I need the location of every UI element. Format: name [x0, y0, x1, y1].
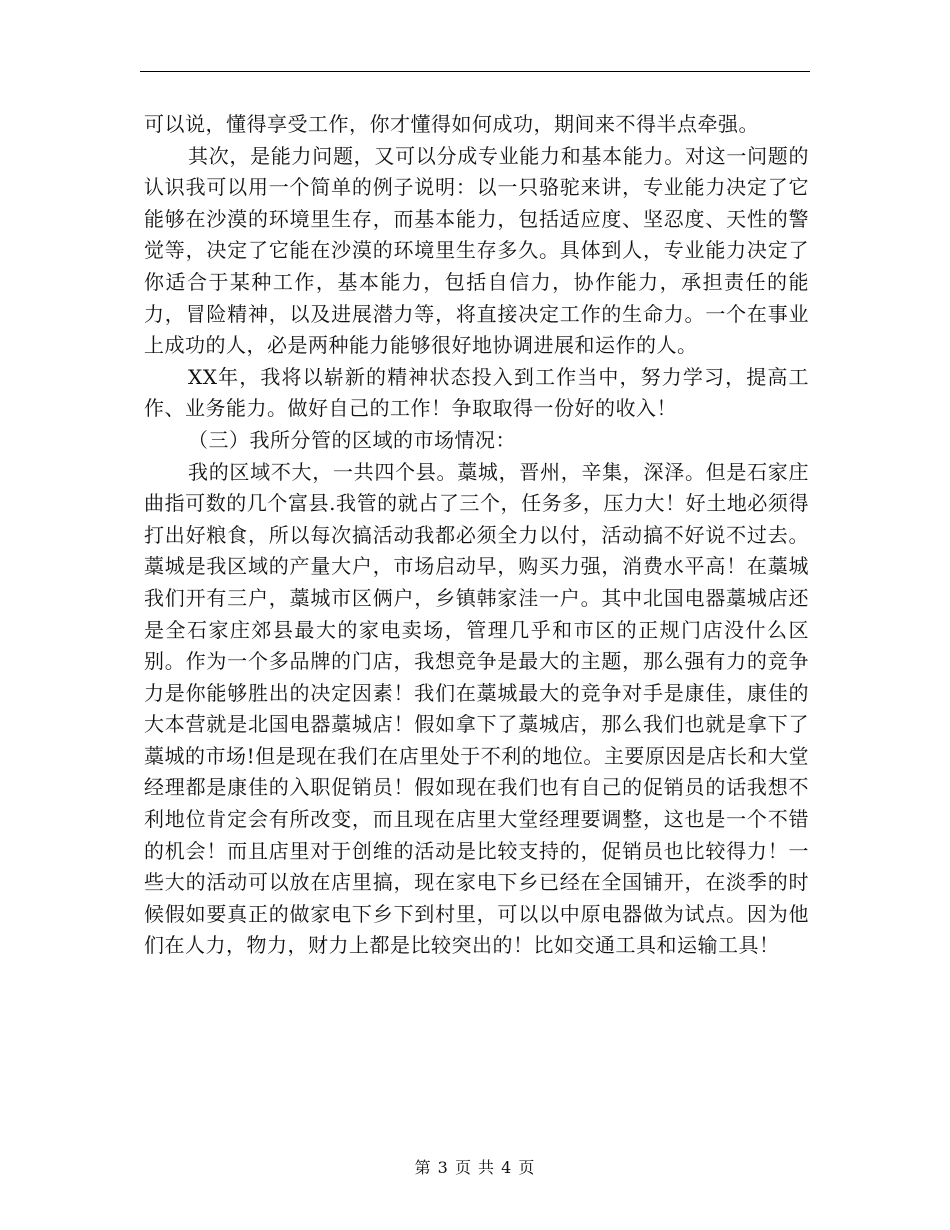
paragraph-5: 我的区域不大，一共四个县。藁城，晋州，辛集，深泽。但是石家庄曲指可数的几个富县.我管的就占了三个，任务多，压力大！好土地必须得打出好粮食，所以每次搞活动我都必须全力以付，活动搞不好说不过去。藁城是我区域的产量大户，市场启动早，购买力强，消费水平高！在藁城我们开有三户，藁城市区俩户，乡镇韩家洼一户。其中北国电器藁城店还是全石家庄郊县最大的家电卖场，管理几乎和市区的正规门店没什么区别。作为一个多品牌的门店，我想竞争是最大的主题，那么强有力的竞争力是你能够胜出的决定因素！我们在藁城最大的竞争对手是康佳，康佳的大本营就是北国电器藁城店！假如拿下了藁城店，那么我们也就是拿下了藁城的市场!但是现在我们在店里处于不利的地位。主要原因是店长和大堂经理都是康佳的入职促销员！假如现在我们也有自己的促销员的话我想不利地位肯定会有所改变，而且现在店里大堂经理要调整，这也是一个不错的机会！而且店里对于创维的活动是比较支持的，促销员也比较得力！一些大的活动可以放在店里搞，现在家电下乡已经在全国铺开，在淡季的时候假如要真正的做家电下乡下到村里，可以以中原电器做为试点。因为他们在人力，物力，财力上都是比较突出的！比如交通工具和运输工具！	[144, 459, 809, 958]
paragraph-1: 可以说，懂得享受工作，你才懂得如何成功，期间来不得半点牵强。	[144, 112, 759, 136]
body-text	[144, 109, 809, 962]
paragraph-2: 其次，是能力问题，又可以分成专业能力和基本能力。对这一问题的认识我可以用一个简单的例子说明：以一只骆驼来讲，专业能力决定了它能够在沙漠的环境里生存，而基本能力，包括适应度、坚忍度、天性的警觉等，决定了它能在沙漠的环境里生存多久。具体到人，专业能力决定了你适合于某种工作，基本能力，包括自信力，协作能力，承担责任的能力，冒险精神，以及进展潜力等，将直接决定工作的生命力。一个在事业上成功的人，必是两种能力能够很好地协调进展和运作的人。	[144, 143, 809, 358]
paragraph-3: XX年，我将以崭新的精神状态投入到工作当中，努力学习，提高工作、业务能力。做好自己的工作！争取取得一份好的收入！	[144, 364, 809, 421]
section-heading: （三）我所分管的区域的市场情况：	[188, 427, 516, 452]
page-footer: 第 3 页 共 4 页	[414, 1158, 536, 1177]
header-rule	[140, 71, 810, 72]
